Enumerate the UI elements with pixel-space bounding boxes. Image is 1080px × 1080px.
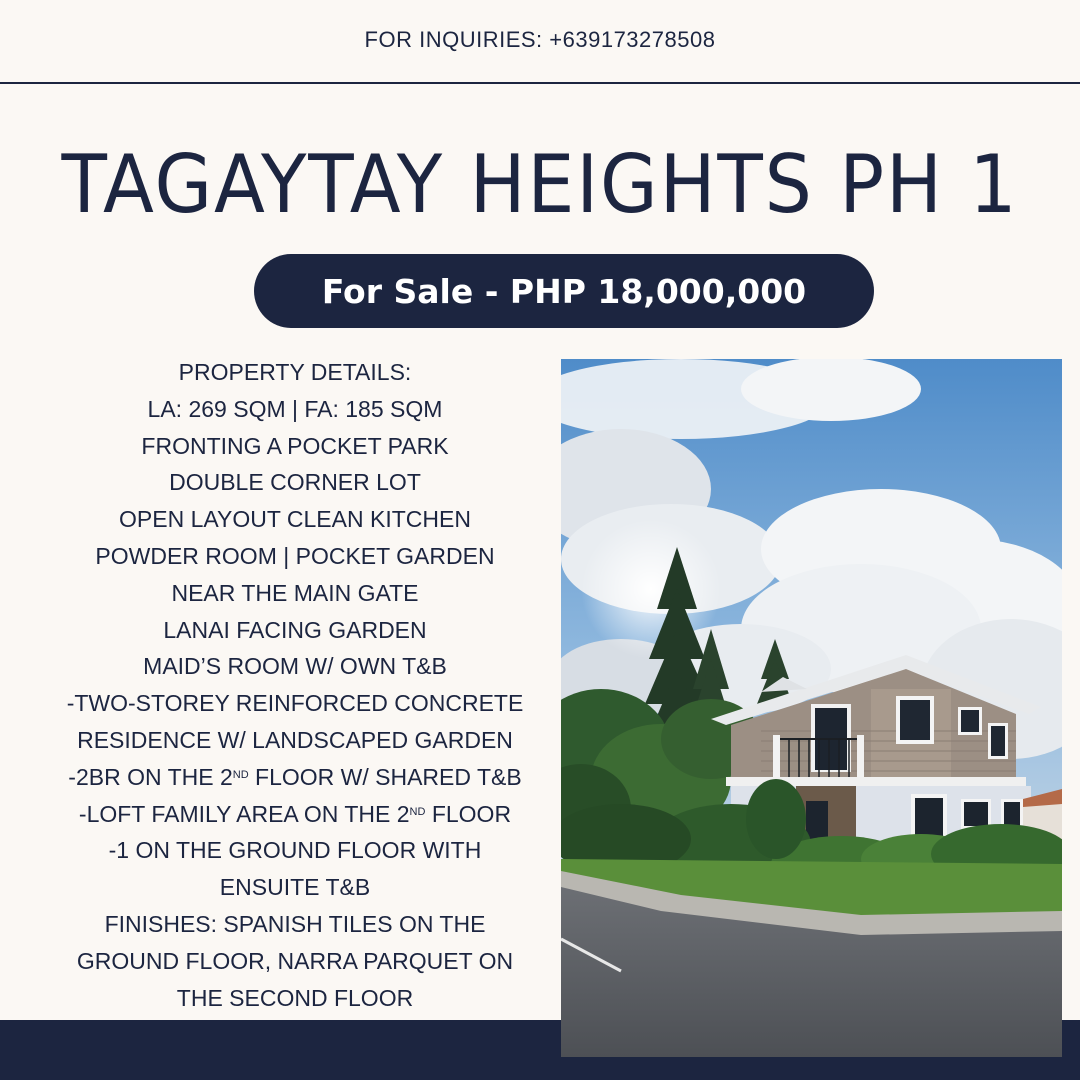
detail-line: POWDER ROOM | POCKET GARDEN	[95, 542, 495, 569]
detail-text: -LOFT FAMILY AREA ON THE 2	[78, 800, 410, 827]
header-bar	[0, 0, 1080, 84]
property-photo	[561, 359, 1062, 1057]
detail-line: GROUND FLOOR, NARRA PARQUET ON	[76, 947, 514, 974]
price-badge	[254, 254, 874, 328]
ordinal-suffix: ND	[232, 768, 249, 781]
detail-line: DOUBLE CORNER LOT	[169, 469, 421, 496]
detail-line: RESIDENCE W/ LANDSCAPED GARDEN	[77, 726, 513, 753]
details-heading: PROPERTY DETAILS:	[178, 359, 412, 385]
price-badge-label: For Sale - PHP 18,000,000	[321, 271, 807, 311]
phone-number[interactable]: +639173278508	[549, 27, 716, 52]
detail-line-bedrooms	[30, 759, 560, 796]
page-title: TAGAYTAY HEIGHTS PH 1	[61, 138, 1019, 231]
detail-text: -2BR ON THE 2	[68, 763, 233, 790]
ordinal-suffix: ND	[409, 805, 426, 818]
detail-text: FLOOR	[425, 800, 512, 827]
detail-line: NEAR THE MAIN GATE	[171, 579, 419, 606]
inquiry-label: FOR INQUIRIES:	[364, 27, 543, 52]
detail-line: FINISHES: SPANISH TILES ON THE	[104, 910, 486, 937]
detail-line: -1 ON THE GROUND FLOOR WITH	[108, 837, 482, 864]
detail-line: -TWO-STOREY REINFORCED CONCRETE	[66, 690, 524, 717]
inquiry-line	[365, 27, 716, 53]
detail-line: MAID’S ROOM W/ OWN T&B	[143, 653, 447, 680]
detail-line: FRONTING A POCKET PARK	[141, 432, 449, 459]
detail-line: THE SECOND FLOOR	[176, 984, 414, 1011]
detail-line: LANAI FACING GARDEN	[163, 616, 427, 643]
detail-line: LA: 269 SQM | FA: 185 SQM	[147, 395, 443, 422]
detail-line-loft	[30, 796, 560, 833]
house-illustration	[561, 359, 1062, 1057]
detail-text: FLOOR W/ SHARED T&B	[248, 763, 522, 790]
detail-line: ENSUITE T&B	[219, 874, 371, 901]
sun-glow	[581, 519, 721, 659]
detail-line: OPEN LAYOUT CLEAN KITCHEN	[119, 506, 471, 533]
property-details	[30, 354, 560, 1016]
